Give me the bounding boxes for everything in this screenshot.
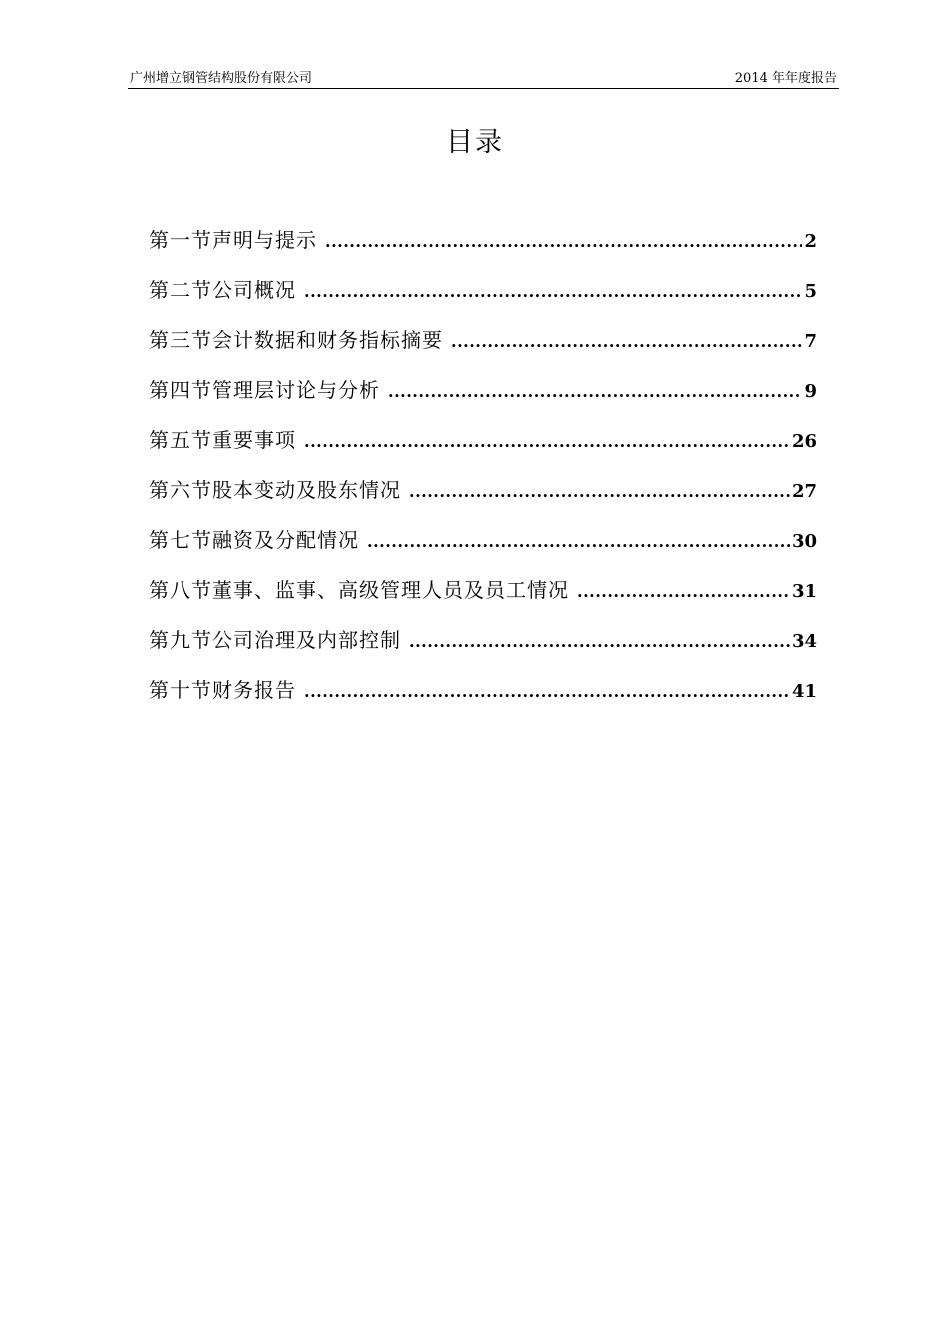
toc-entry-page-number: 30 bbox=[791, 531, 817, 552]
toc-entry-label: 第二节公司概况 bbox=[149, 278, 296, 302]
table-of-contents bbox=[149, 224, 817, 724]
toc-entry-page-number: 9 bbox=[804, 381, 817, 402]
toc-entry-section-4[interactable] bbox=[149, 374, 817, 424]
toc-entry-section-9[interactable] bbox=[149, 624, 817, 674]
toc-entry-section-8[interactable] bbox=[149, 574, 817, 624]
toc-entry-section-2[interactable] bbox=[149, 274, 817, 324]
toc-entry-page-number: 27 bbox=[791, 481, 817, 502]
toc-entry-page-number: 2 bbox=[804, 231, 817, 252]
toc-entry-page-number: 5 bbox=[804, 281, 817, 302]
toc-entry-section-6[interactable] bbox=[149, 474, 817, 524]
toc-dot-leader bbox=[577, 582, 790, 601]
toc-entry-section-10[interactable] bbox=[149, 674, 817, 724]
toc-entry-label: 第一节声明与提示 bbox=[149, 228, 317, 252]
toc-entry-label: 第九节公司治理及内部控制 bbox=[149, 628, 401, 652]
toc-dot-leader bbox=[451, 332, 802, 351]
toc-dot-leader bbox=[304, 432, 790, 451]
toc-title: 目录 bbox=[446, 127, 504, 158]
toc-entry-label: 第十节财务报告 bbox=[149, 678, 296, 702]
toc-entry-page-number: 34 bbox=[791, 631, 817, 652]
toc-dot-leader bbox=[388, 382, 802, 401]
toc-dot-leader bbox=[304, 282, 802, 301]
toc-entry-section-5[interactable] bbox=[149, 424, 817, 474]
toc-entry-label: 第六节股本变动及股东情况 bbox=[149, 478, 401, 502]
toc-entry-label: 第八节董事、监事、高级管理人员及员工情况 bbox=[149, 578, 569, 602]
toc-entry-label: 第五节重要事项 bbox=[149, 428, 296, 452]
toc-entry-section-7[interactable] bbox=[149, 524, 817, 574]
toc-dot-leader bbox=[409, 482, 790, 501]
toc-dot-leader bbox=[325, 232, 802, 251]
page-header bbox=[128, 66, 839, 89]
toc-dot-leader bbox=[367, 532, 790, 551]
toc-entry-label: 第七节融资及分配情况 bbox=[149, 528, 359, 552]
toc-entry-page-number: 7 bbox=[804, 331, 817, 352]
toc-entry-page-number: 41 bbox=[791, 681, 817, 702]
header-company-name: 广州增立钢管结构股份有限公司 bbox=[130, 71, 313, 86]
toc-entry-page-number: 31 bbox=[791, 581, 817, 602]
header-report-title: 2014 年年度报告 bbox=[734, 71, 837, 86]
toc-dot-leader bbox=[409, 632, 790, 651]
toc-dot-leader bbox=[304, 682, 790, 701]
toc-entry-section-3[interactable] bbox=[149, 324, 817, 374]
toc-entry-page-number: 26 bbox=[791, 431, 817, 452]
toc-entry-label: 第三节会计数据和财务指标摘要 bbox=[149, 328, 443, 352]
toc-entry-label: 第四节管理层讨论与分析 bbox=[149, 378, 380, 402]
toc-entry-section-1[interactable] bbox=[149, 224, 817, 274]
